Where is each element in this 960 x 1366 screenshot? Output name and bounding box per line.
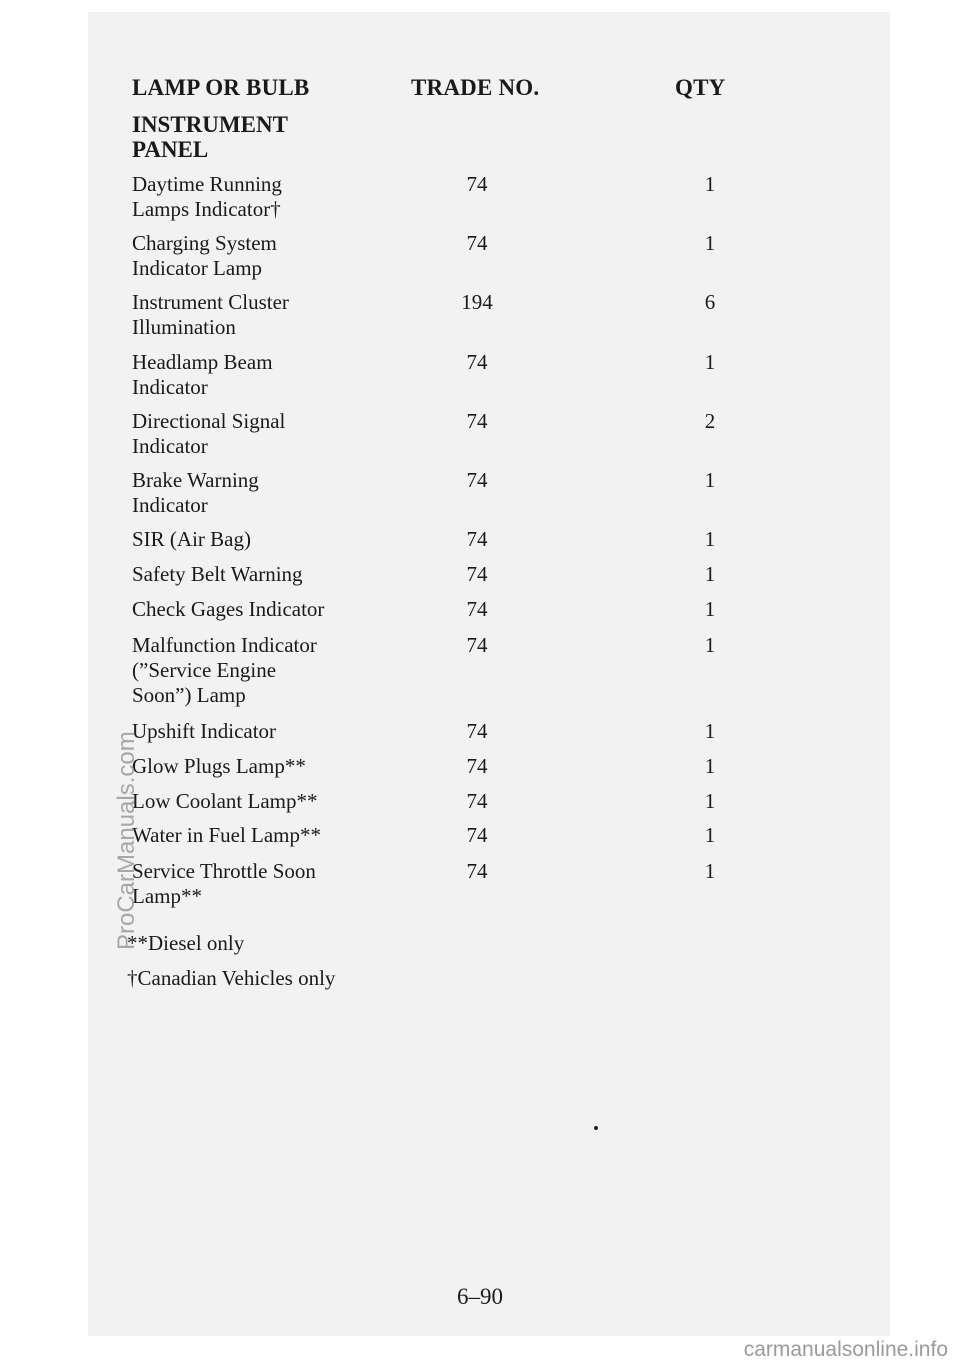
lamp-name: Malfunction Indicator (”Service Engine Soon”) Lamp (132, 633, 317, 707)
trade-number: 74 (466, 468, 488, 492)
quantity: 1 (704, 823, 716, 847)
lamp-name: Glow Plugs Lamp** (132, 754, 306, 778)
trade-number: 74 (466, 754, 488, 778)
trade-number: 74 (466, 409, 488, 433)
trade-number: 74 (466, 231, 488, 255)
column-header-lamp: LAMP OR BULB (132, 75, 310, 100)
footnote-canadian: †Canadian Vehicles only (127, 966, 336, 990)
lamp-name: Charging System Indicator Lamp (132, 231, 277, 280)
lamp-name: Upshift Indicator (132, 719, 277, 743)
trade-number: 74 (466, 719, 488, 743)
page-number: 6–90 (457, 1284, 503, 1309)
trade-number: 194 (461, 290, 493, 314)
footer-watermark: carmanualsonline.info (743, 1338, 948, 1361)
trade-number: 74 (466, 562, 488, 586)
lamp-name: SIR (Air Bag) (132, 527, 251, 551)
lamp-name: Brake Warning Indicator (132, 468, 259, 517)
lamp-name: Low Coolant Lamp** (132, 789, 318, 813)
column-header-qty: QTY (675, 75, 726, 100)
column-header-trade-no: TRADE NO. (411, 75, 540, 100)
trade-number: 74 (466, 823, 488, 847)
trade-number: 74 (466, 633, 488, 657)
quantity: 2 (704, 409, 716, 433)
quantity: 1 (704, 231, 716, 255)
trade-number: 74 (466, 597, 488, 621)
lamp-name: Headlamp Beam Indicator (132, 350, 273, 399)
quantity: 1 (704, 719, 716, 743)
quantity: 1 (704, 597, 716, 621)
quantity: 1 (704, 789, 716, 813)
quantity: 1 (704, 527, 716, 551)
quantity: 1 (704, 562, 716, 586)
trade-number: 74 (466, 350, 488, 374)
trade-number: 74 (466, 859, 488, 883)
trade-number: 74 (466, 527, 488, 551)
lamp-name: Instrument Cluster Illumination (132, 290, 289, 339)
quantity: 1 (704, 468, 716, 492)
stray-dot (594, 1126, 598, 1130)
lamp-name: Directional Signal Indicator (132, 409, 286, 458)
quantity: 1 (704, 859, 716, 883)
lamp-name: Daytime Running Lamps Indicator† (132, 172, 282, 221)
trade-number: 74 (466, 172, 488, 196)
lamp-name: Check Gages Indicator (132, 597, 325, 621)
quantity: 1 (704, 172, 716, 196)
lamp-name: Water in Fuel Lamp** (132, 823, 322, 847)
trade-number: 74 (466, 789, 488, 813)
quantity: 1 (704, 633, 716, 657)
footnote-diesel: **Diesel only (127, 931, 245, 955)
quantity: 1 (704, 350, 716, 374)
lamp-name: Service Throttle Soon Lamp** (132, 859, 316, 908)
quantity: 6 (704, 290, 716, 314)
section-title: INSTRUMENT PANEL (132, 112, 288, 162)
quantity: 1 (704, 754, 716, 778)
side-watermark: ProCarManuals.com (113, 731, 140, 950)
lamp-name: Safety Belt Warning (132, 562, 303, 586)
